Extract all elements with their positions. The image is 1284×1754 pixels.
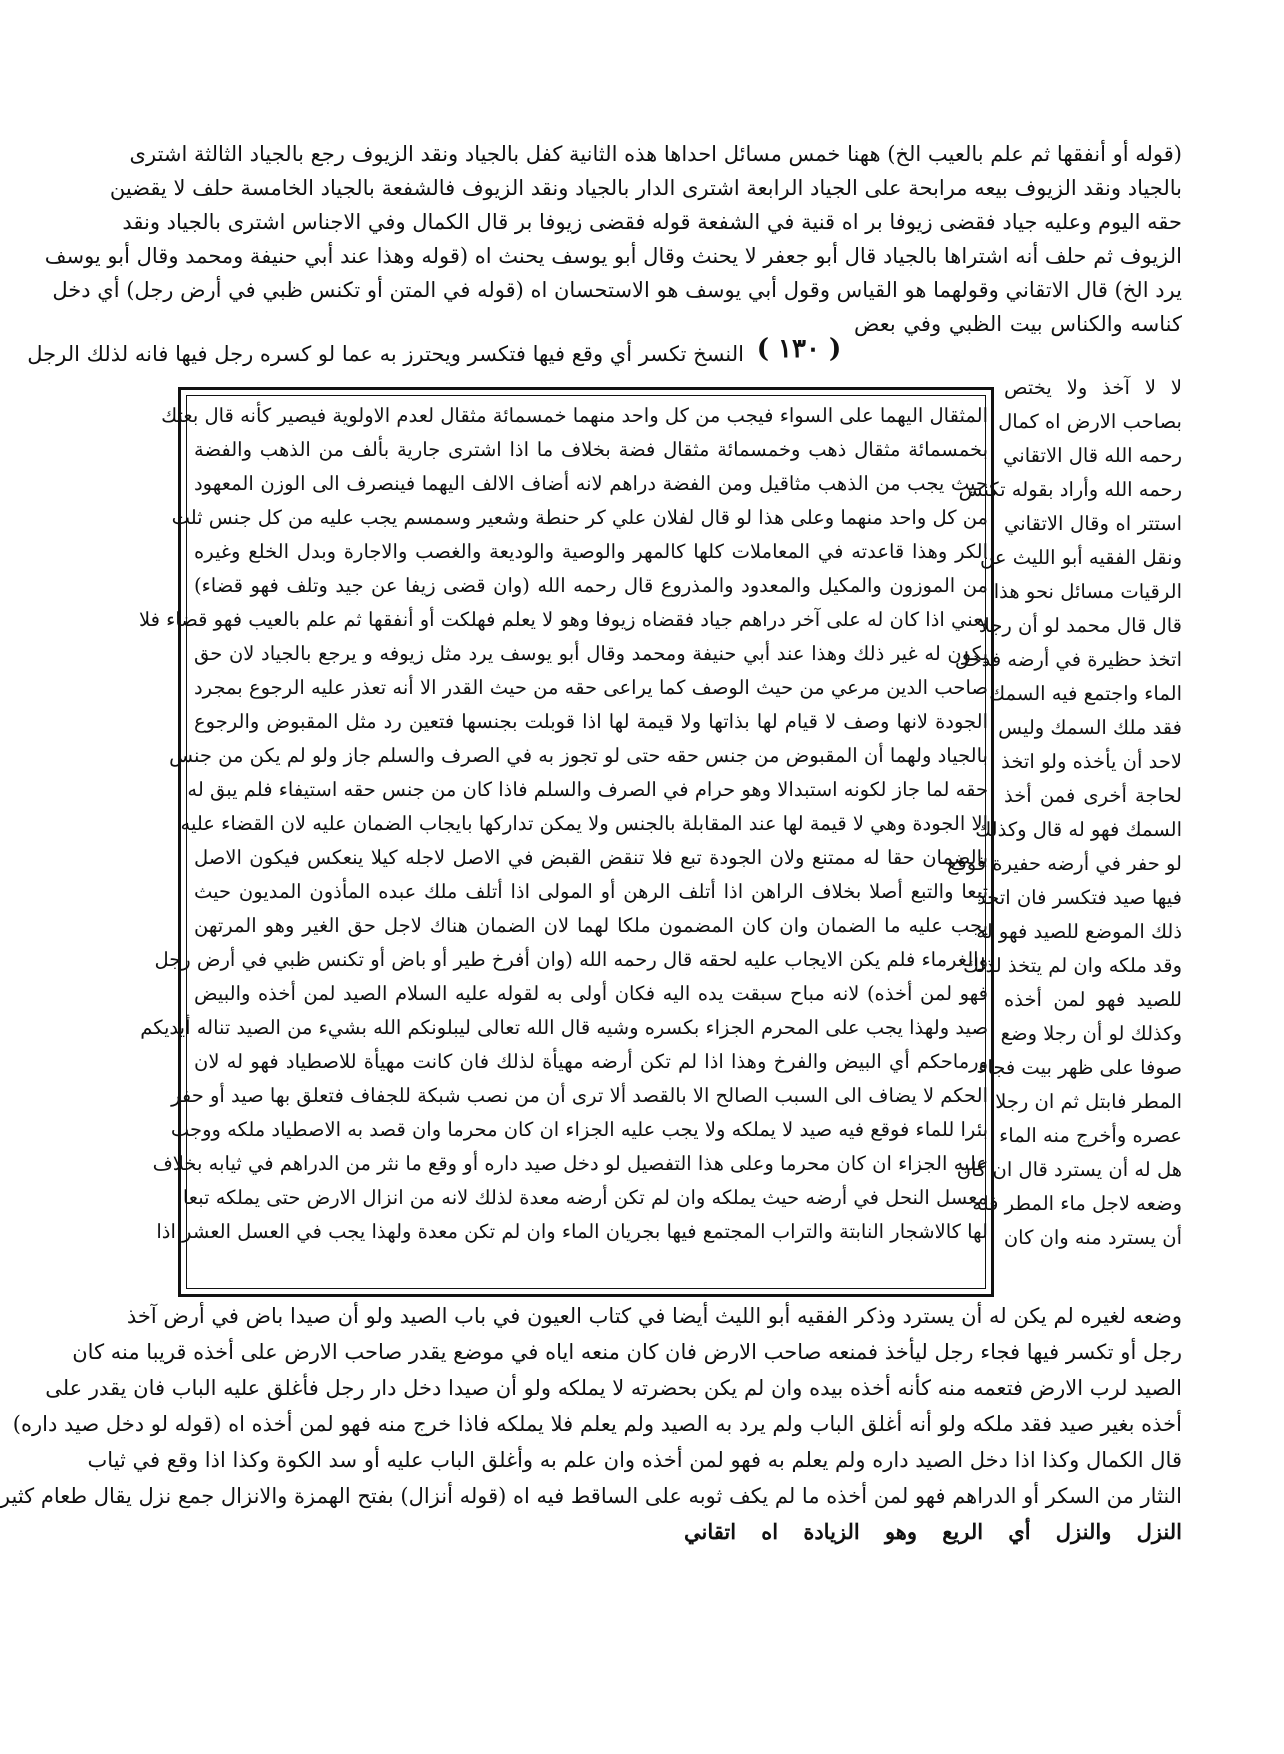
- top-line: النسخ تكسر أي وقع فيها فتكسر ويحترز به عما لو كسره رجل فيها فانه لذلك الرجل: [27, 342, 744, 366]
- main-text-line: والغرماء فلم يكن الايجاب عليه لحقه قال رحمه الله (وان أفرخ طير أو باض أو تكنس ظبي في أرض رجل: [154, 948, 988, 971]
- main-text-line: بئرا للماء فوقع فيه صيد لا يملكه ولا يجب عليه الجزاء ان كان محرما وان قصد به الاصطياد ملكه ووجب: [170, 1118, 988, 1141]
- top-line: حقه اليوم وعليه جياد فقضى زيوفا بر اه قنية في الشفعة قوله فقضى زيوفا بر قال الكمال وفي الاجناس اشترى بالجياد ونقد: [122, 210, 1182, 234]
- bottom-line: أخذه بغير صيد فقد ملكه ولو أنه أغلق الباب ولم يرد به الصيد ولم يعلم فلا يملكه فاذا خرج منه فهو لمن أخذه اه (قوله لو دخل صيد داره): [12, 1412, 1182, 1436]
- bottom-line: الصيد لرب الارض فتعمه منه كأنه أخذه بيده وان لم يكن بحضرته لا يملكه ولو أن صيدا دخل دار رجل فأغلق عليه الباب فان يقدر على: [45, 1376, 1182, 1400]
- side-line: ونقل الفقيه أبو الليث عن: [980, 546, 1182, 569]
- main-text-line: بالضمان حقا له ممتنع ولان الجودة تبع فلا تنقض القبض في الاصل لاجله كيلا ينعكس فيكون الاصل: [194, 846, 988, 869]
- main-text-line: معسل النحل في أرضه حيث يملكه وان لم تكن أرضه معدة لذلك لانه من انزال الارض حتى يملكه تبعا: [182, 1186, 988, 1209]
- top-line: (قوله أو أنفقها ثم علم بالعيب الخ) ههنا خمس مسائل احداها هذه الثانية كفل بالجياد ونقد الزيوف رجع بالجياد الثالثة اشترى: [129, 142, 1182, 166]
- main-text-line: الا الجودة وهي لا قيمة لها عند المقابلة بالجنس ولا يمكن تداركها بايجاب الضمان عليه لان القضاء عليه: [180, 812, 988, 835]
- side-line: لو حفر في أرضه حفيرة فوقع: [947, 852, 1182, 875]
- page-number: ( ١٣٠ ): [756, 334, 842, 364]
- main-text-line: ورماحكم أي البيض والفرخ وهذا اذا لم تكن أرضه مهيأة لذلك فان كانت مهيأة للاصطياد فهو له لان: [194, 1050, 988, 1073]
- bottom-line: النزل والنزل أي الريع وهو الزيادة اه اتقاني: [684, 1519, 1182, 1544]
- bottom-line: قال الكمال وكذا اذا دخل الصيد داره ولم يعلم به فهو لمن أخذه وان علم به وأغلق الباب عليه أو سد الكوة وكذا اذا وقع في ثياب: [87, 1448, 1182, 1472]
- side-line: فقد ملك السمك وليس: [998, 716, 1182, 739]
- side-line: هل له أن يسترد قال ان كان: [956, 1158, 1182, 1181]
- main-text-line: صيد ولهذا يجب على المحرم الجزاء بكسره وشيه قال الله تعالى ليبلونكم الله بشيء من الصيد تناله أيديكم: [140, 1016, 988, 1039]
- side-line: أن يسترد منه وان كان: [1003, 1226, 1182, 1249]
- main-text-line: عليه الجزاء ان كان محرما وعلى هذا التفصيل لو دخل صيد داره أو وقع ما نثر من الدراهم في ثيابه بخلاف: [152, 1152, 988, 1175]
- side-line: المطر فابتل ثم ان رجلا: [995, 1090, 1182, 1113]
- main-text-line: يجب عليه ما الضمان وان كان المضمون ملكا لهما لان الضمان هناك لاجل حق الغير وهو المرتهن: [194, 914, 988, 937]
- top-line: يرد الخ) قال الاتقاني وقولهما هو القياس وقول أبي يوسف هو الاستحسان اه (قوله في المتن أو تكنس ظبي في أرض رجل) أي دخل: [52, 278, 1182, 302]
- bottom-line: وضعه لغيره لم يكن له أن يسترد وذكر الفقيه أبو الليث أيضا في كتاب العيون في باب الصيد ولو أن صيدا باض في أرض آخذ: [126, 1304, 1182, 1328]
- side-line: رحمه الله وأراد بقوله تكنس: [958, 478, 1182, 501]
- top-line: الزيوف ثم حلف أنه اشتراها بالجياد قال أبو جعفر لا يحنث وقال أبو يوسف يحنث اه (قوله وهذا عند أبي حنيفة ومحمد وقال أبو يوسف: [44, 244, 1182, 268]
- side-line: عصره وأخرج منه الماء: [999, 1124, 1182, 1147]
- main-text-line: بالجياد ولهما أن المقبوض من جنس حقه حتى لو تجوز به في الصرف والسلم جاز ولو لم يكن من جنس: [169, 744, 988, 767]
- side-line: لا لا آخذ ولا يختص: [1004, 376, 1182, 399]
- side-line: وقد ملكه وان لم يتخذ لذلك: [963, 954, 1182, 977]
- side-line: اتخذ حظيرة في أرضه فدخل: [954, 648, 1182, 671]
- side-line: صوفا على ظهر بيت فجاء: [978, 1056, 1182, 1079]
- main-text-line: من كل واحد منهما وعلى هذا لو قال لفلان علي كر حنطة وشعير وسمسم يجب عليه من كل جنس ثلث: [171, 506, 988, 529]
- main-text-line: يعني اذا كان له على آخر دراهم جياد فقضاه زيوفا وهو لا يعلم فهلكت أو أنفقها ثم علم بالعيب فهو قضاء فلا: [138, 608, 988, 631]
- side-line: رحمه الله قال الاتقاني: [1003, 444, 1182, 467]
- side-line: استتر اه وقال الاتقاني: [1004, 512, 1182, 535]
- side-line: الماء واجتمع فيه السمك: [989, 682, 1182, 705]
- side-line: لاحد أن يأخذه ولو اتخذ: [1001, 750, 1182, 773]
- side-line: لحاجة أخرى فمن أخذ: [1004, 784, 1182, 807]
- main-text-line: حقه لما جاز لكونه استبدالا وهو حرام في الصرف والسلم فاذا كان من جنس حقه استيفاء فلم يبق له: [187, 778, 988, 801]
- top-line: كناسه والكناس بيت الظبي وفي بعض: [854, 312, 1182, 336]
- main-text-line: تبعا والتبع أصلا بخلاف الراهن اذا أتلف الرهن أو المولى اذا أتلف ملك عبده المأذون المديون حيث: [194, 880, 988, 903]
- side-line: قال قال محمد لو أن رجلا: [978, 614, 1182, 637]
- main-text-line: يكون له غير ذلك وهذا عند أبي حنيفة ومحمد وقال أبو يوسف يرد مثل زيوفه و يرجع بالجياد لان حق: [194, 642, 988, 665]
- side-line: وكذلك لو أن رجلا وضع: [1000, 1022, 1182, 1045]
- side-line: بصاحب الارض اه كمال: [998, 410, 1182, 433]
- main-text-line: الكر وهذا قاعدته في المعاملات كلها كالمهر والوصية والوديعة والغصب والاجارة وبدل الخلع وغيره: [194, 540, 988, 563]
- main-text-line: فهو لمن أخذه) لانه مباح سبقت يده اليه فكان أولى به لقوله عليه السلام الصيد لمن أخذه والبيض: [194, 982, 988, 1005]
- bottom-line: رجل أو تكسر فيها فجاء رجل ليأخذ فمنعه صاحب الارض فان كان منعه اياه في موضع يقدر صاحب الارض على أخذه قريبا منه كان: [72, 1340, 1182, 1364]
- top-line: بالجياد ونقد الزيوف بيعه مرابحة على الجياد الرابعة اشترى الدار بالجياد ونقد الزيوف فالشفعة بالجياد الخامسة حلف لا يقضين: [109, 176, 1182, 200]
- side-line: فيها صيد فتكسر فان اتخذ: [977, 886, 1182, 909]
- main-text-line: من الموزون والمكيل والمعدود والمذروع قال رحمه الله (وان قضى زيفا عن جيد وتلف فهو قضاء): [194, 574, 988, 597]
- side-line: ذلك الموضع للصيد فهو له: [976, 920, 1182, 943]
- main-text-line: المثقال اليهما على السواء فيجب من كل واحد منهما خمسمائة مثقال لعدم الاولوية فيصير كأنه قال بعتك: [161, 404, 988, 427]
- bottom-line: النثار من السكر أو الدراهم فهو لمن أخذه ما لم يكف ثوبه على الساقط فيه اه (قوله أنزال) بفتح الهمزة والانزال جمع نزل يقال طعام كثير: [0, 1484, 1182, 1508]
- side-line: للصيد فهو لمن أخذه: [1004, 988, 1182, 1011]
- side-line: وضعه لاجل ماء المطر فله: [972, 1192, 1182, 1215]
- main-text-line: لها كالاشجار النابتة والتراب المجتمع فيها بجريان الماء وان لم تكن معدة ولهذا يجب في العسل العشر اذا: [156, 1220, 988, 1243]
- main-text-line: الجودة لانها وصف لا قيام لها بذاتها ولا قيمة لها اذا قوبلت بجنسها فتعين رد مثل المقبوض والرجوع: [194, 710, 988, 733]
- side-line: السمك فهو له قال وكذلك: [975, 818, 1182, 841]
- side-line: الرقيات مسائل نحو هذا: [993, 580, 1182, 603]
- main-text-line: الحكم لا يضاف الى السبب الصالح الا بالقصد ألا ترى أن من نصب شبكة للجفاف فتعلق بها صيد أو حفر: [171, 1084, 988, 1107]
- main-text-line: حيث يجب من الذهب مثاقيل ومن الفضة دراهم لانه أضاف الالف اليهما فينصرف الى الوزن المعهود: [194, 472, 988, 495]
- main-text-line: صاحب الدين مرعي من حيث الوصف كما يراعى حقه من حيث القدر الا أنه تعذر عليه الرجوع بمجرد: [194, 676, 988, 699]
- main-text-line: بخمسمائة مثقال ذهب وخمسمائة مثقال فضة بخلاف ما اذا اشترى جارية بألف من الذهب والفضة: [194, 438, 988, 461]
